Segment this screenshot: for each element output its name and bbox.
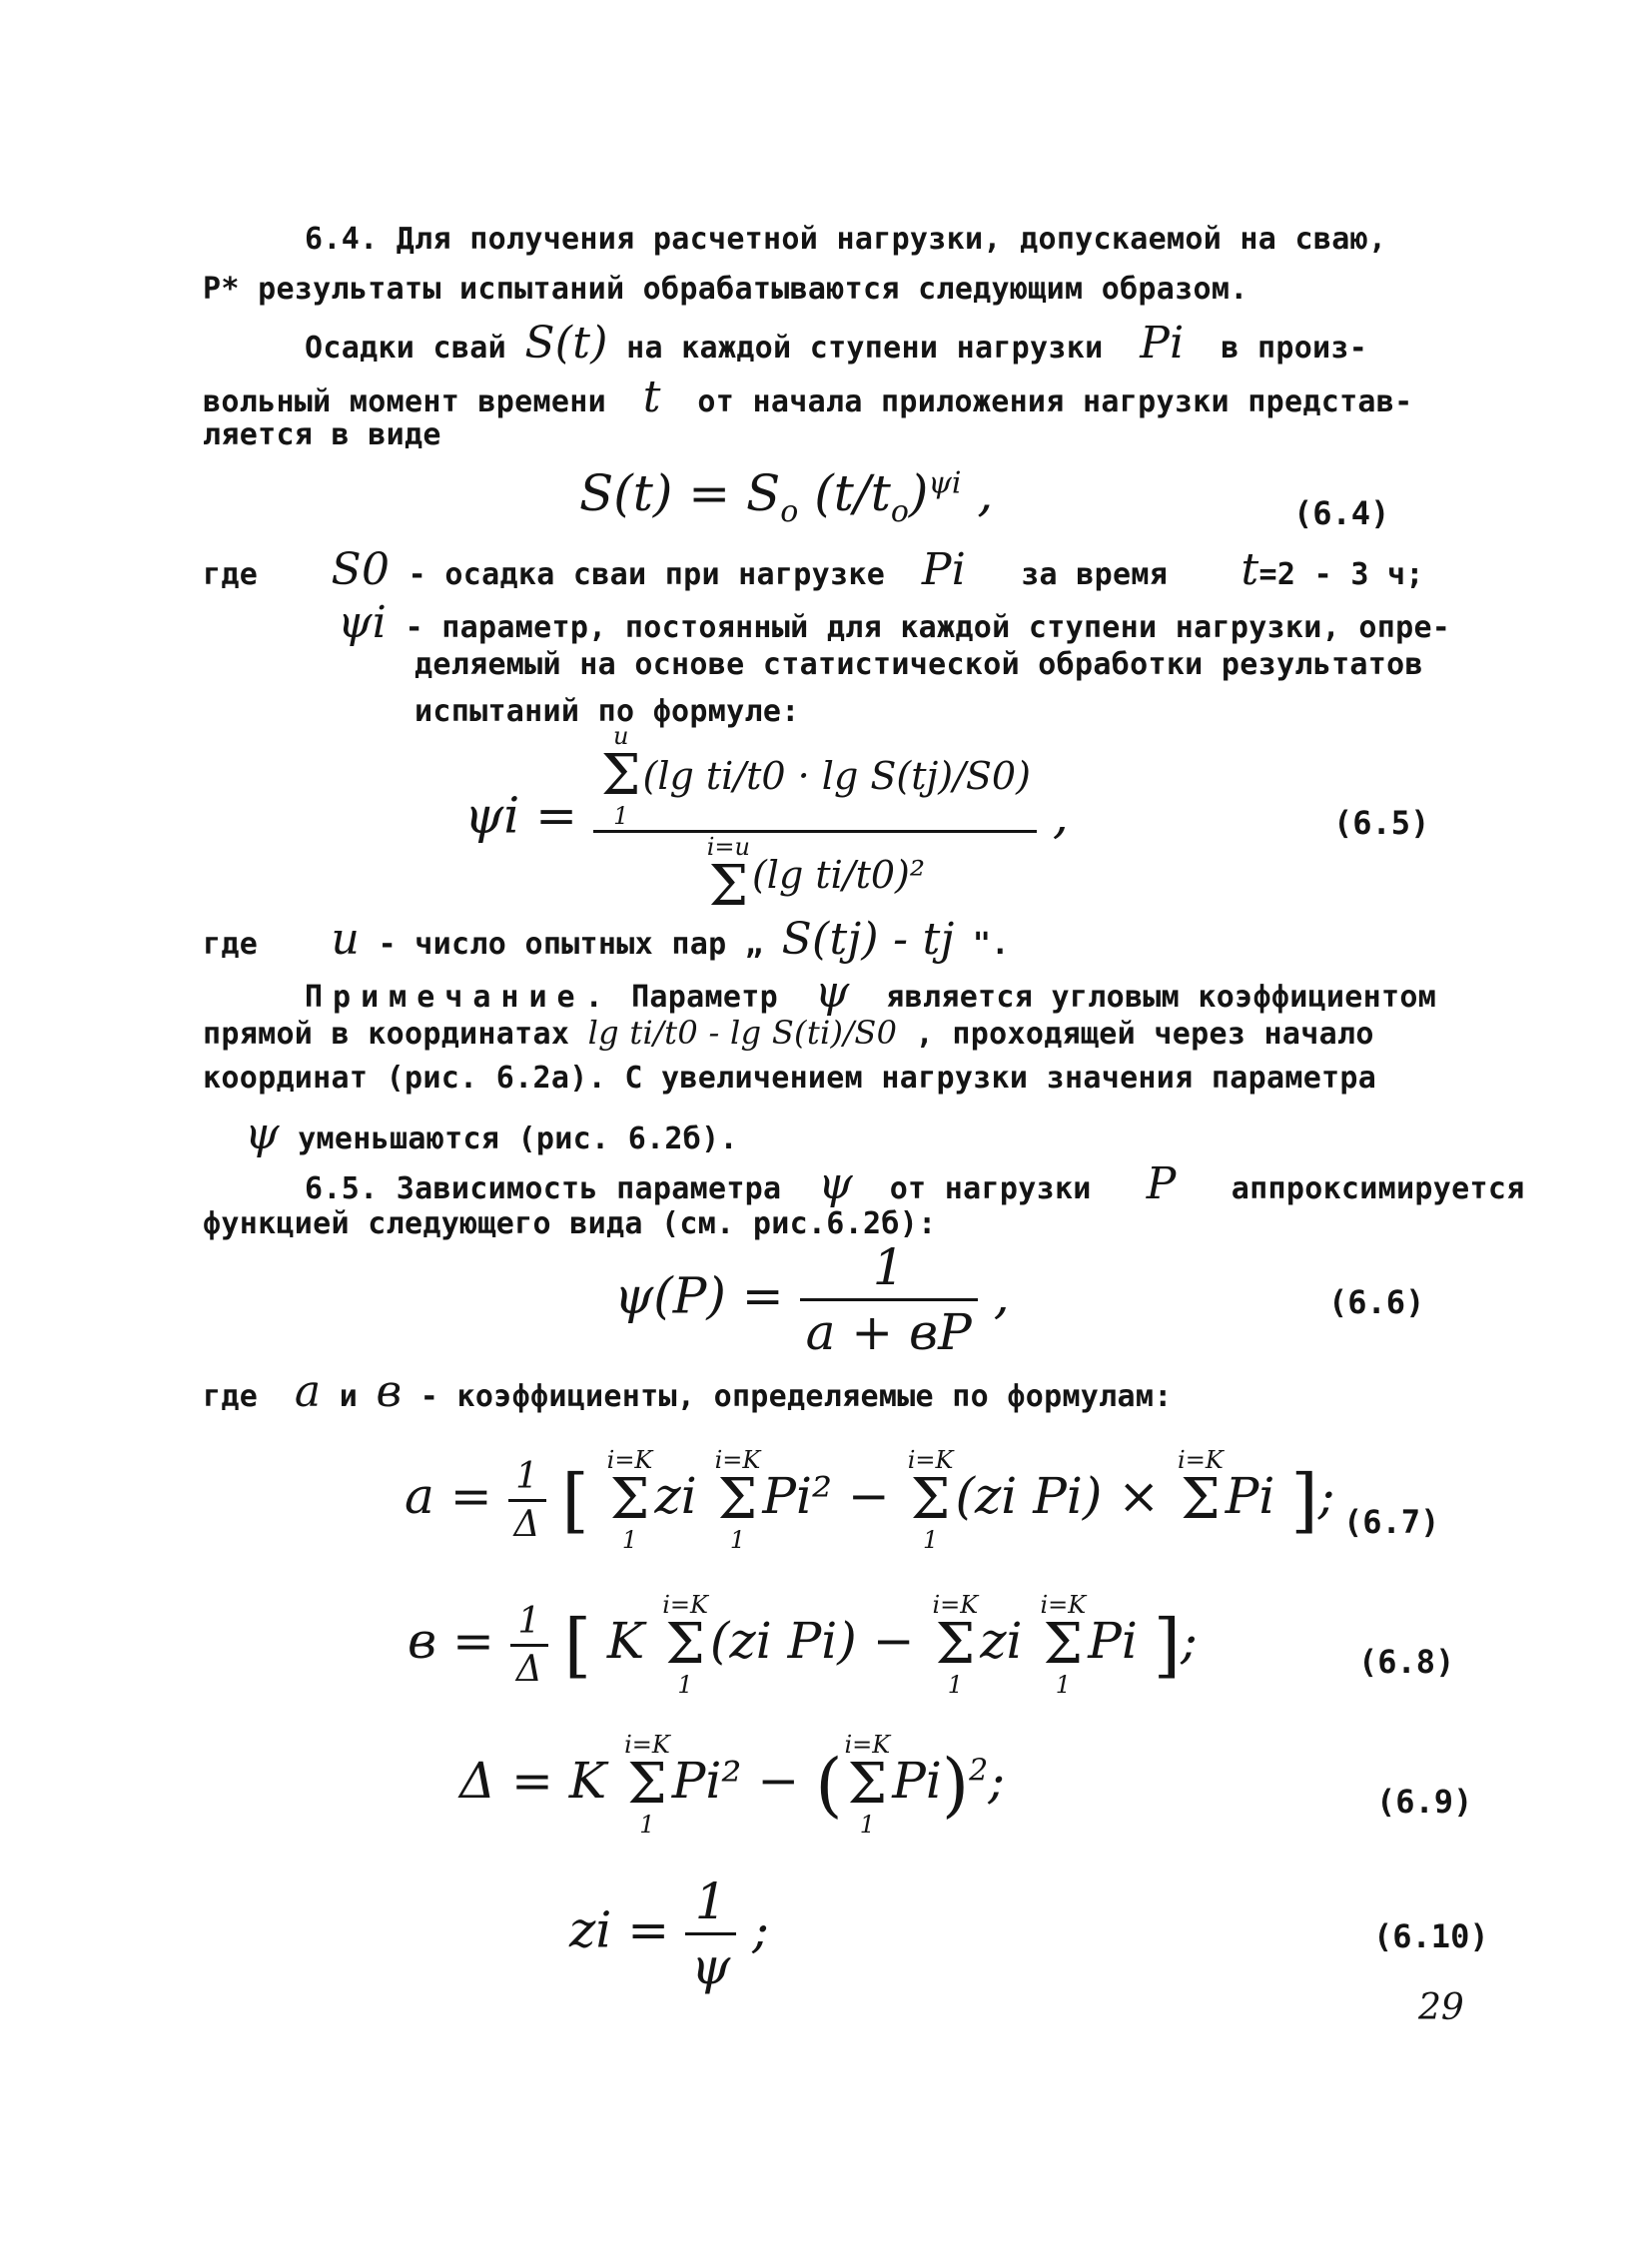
math-b: в (376, 1366, 403, 1417)
equation-number-6-8: (6.8) (1358, 1643, 1455, 1681)
equation-number-6-7: (6.7) (1343, 1503, 1440, 1541)
psi-def-line-3: испытаний по формуле: (414, 694, 800, 729)
note-line-2 (203, 1014, 1374, 1052)
math-S0: S0 (331, 544, 391, 595)
text-fragment: и (339, 1379, 359, 1414)
page-number: 29 (1418, 1987, 1464, 2028)
text-fragment: Параметр (631, 980, 778, 1015)
text-fragment: в произ- (1221, 331, 1368, 366)
p65-line-1 (305, 1158, 1525, 1209)
text-fragment: от начала приложения нагрузки представ- (697, 384, 1413, 419)
text-fragment: - коэффициенты, определяемые по формулам: (419, 1379, 1173, 1414)
text-fragment: „ (744, 927, 764, 962)
text-fragment: аппроксимируется (1231, 1171, 1525, 1206)
math-S-of-t: S(t) (524, 318, 608, 369)
math-t: t (642, 372, 661, 422)
equation-6-7: a = $\frac{1}{\Delta}$ [ i=K Σ 1 zi i=K Σ 1 Pi² − i=K Σ 1 (zi Pi) × i=K Σ Pi ]; (405, 1446, 1335, 1554)
equation-6-8: в = $\frac{1}{\Delta}$ [ K i=K Σ 1 (zi Pi) − i=K Σ 1 zi i=K Σ 1 Pi ]; (408, 1591, 1198, 1699)
text-fragment: от нагрузки (889, 1171, 1092, 1206)
where-u-line (203, 914, 1010, 965)
equation-number-6-6: (6.6) (1328, 1283, 1425, 1321)
where-s0-line (203, 544, 1424, 595)
p64-line-2: Р* результаты испытаний обрабатываются следующим образом. (203, 272, 1248, 307)
where-word: где (203, 927, 259, 962)
math-P: P (1146, 1158, 1177, 1209)
text-fragment: является угловым коэффициентом (886, 980, 1437, 1015)
equation-6-6: ψ(P) = $\frac{1}{a + вP}$ , (614, 1238, 1010, 1361)
math-pair: S(tj) - tj (781, 914, 955, 965)
note-line-3: координат (рис. 6.2а). С увеличением нагрузки значения параметра (203, 1061, 1377, 1096)
math-psi-i: ψi (338, 597, 388, 648)
p64-line-1: 6.4. Для получения расчетной нагрузки, допускаемой на сваю, (305, 222, 1387, 257)
equation-6-10: zi = $\frac{1}{\psi}$ ; (569, 1872, 770, 1995)
equation-6-5-fraction: u Σ 1 (lg ti/t0 · lg S(tj)/S0) i=u Σ (lg ti/t0)² (593, 724, 1037, 915)
where-word: где (203, 557, 259, 592)
text-fragment: =2 - 3 ч; (1258, 557, 1424, 592)
psi-def-line-2: деляемый на основе статистической обработки результатов (414, 647, 1423, 682)
math-t: t (1240, 544, 1259, 595)
math-a: a (294, 1366, 322, 1417)
text-fragment: ". (972, 927, 1010, 962)
note-line-4 (245, 1109, 738, 1159)
p64-line-3 (305, 318, 1367, 369)
text-fragment: 6.5. Зависимость параметра (305, 1171, 782, 1206)
text-fragment: уменьшаются (рис. 6.2б). (298, 1121, 738, 1156)
p64-line-4 (203, 372, 1413, 422)
math-psi: ψ (245, 1109, 280, 1159)
psi-def-line-1 (338, 597, 1450, 648)
equation-number-6-9: (6.9) (1376, 1783, 1473, 1821)
text-fragment: Осадки свай (305, 331, 506, 366)
text-fragment: - число опытных пар (378, 927, 727, 962)
equation-number-6-10: (6.10) (1373, 1917, 1489, 1955)
text-fragment: - осадка сваи при нагрузке (408, 557, 886, 592)
math-coordinates: lg ti/t0 - lg S(ti)/S0 (587, 1014, 898, 1052)
math-psi: ψ (818, 1158, 853, 1209)
where-ab-line (203, 1366, 1173, 1417)
text-fragment: прямой в координатах (203, 1017, 570, 1052)
math-psi: ψ (814, 967, 850, 1018)
note-word: Примечание. (305, 980, 613, 1015)
text-fragment: , проходящей через начало (915, 1017, 1374, 1052)
math-u: u (331, 914, 361, 965)
note-line-1 (305, 967, 1436, 1018)
math-P-i: Pi (1140, 318, 1185, 369)
equation-number-6-5: (6.5) (1333, 804, 1430, 842)
text-fragment: за время (1021, 557, 1169, 592)
text-fragment: на каждой ступени нагрузки (626, 331, 1104, 366)
equation-6-4: $S(t) = S_o$ $(t/t_o)^{\psi i}$ , (579, 464, 994, 529)
math-P-i: Pi (921, 544, 967, 595)
text-fragment: - параметр, постоянный для каждой ступени нагрузки, опре- (405, 610, 1451, 645)
p65-line-2: функцией следующего вида (см. рис.6.2б): (203, 1206, 937, 1241)
text-fragment: вольный момент времени (203, 384, 606, 419)
where-word: где (203, 1379, 259, 1414)
equation-6-5: ψi = u Σ 1 (lg ti/t0 · lg S(tj)/S0) i=u Σ (lg ti/t0)² , (464, 722, 1069, 919)
p64-line-5: ляется в виде (203, 417, 441, 452)
equation-6-9: Δ = K i=K Σ 1 Pi² − ( i=K Σ 1 Pi)$^2$; (459, 1731, 1006, 1839)
equation-number-6-4: (6.4) (1293, 494, 1390, 532)
